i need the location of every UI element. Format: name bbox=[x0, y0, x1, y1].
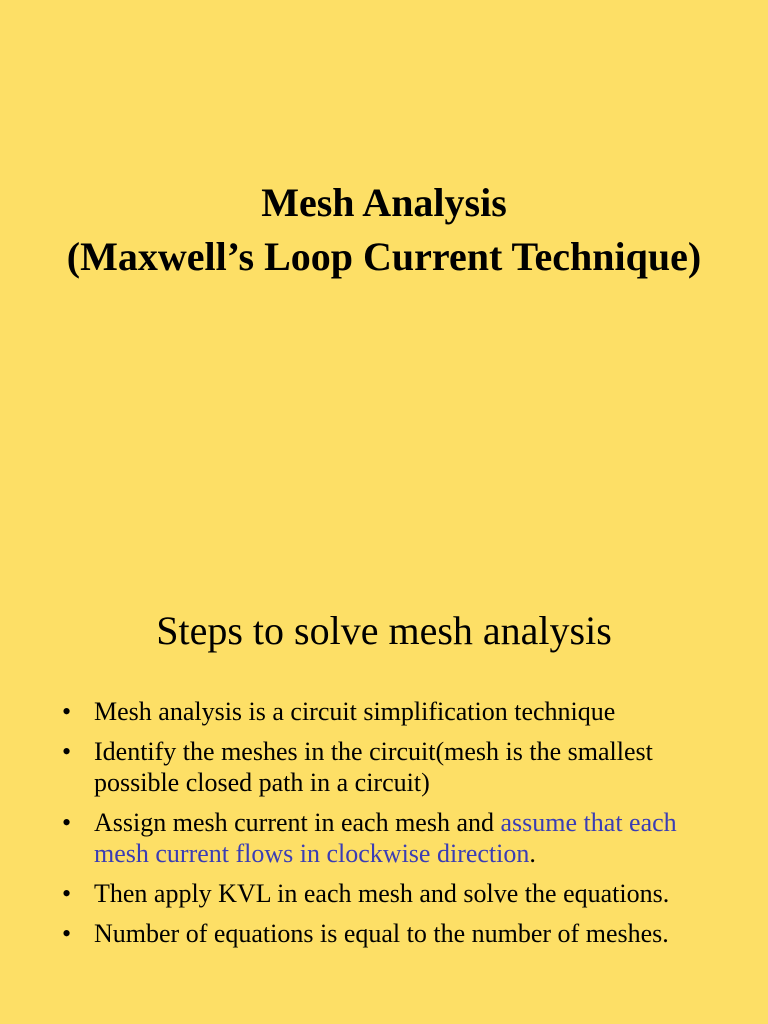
list-item bbox=[60, 878, 720, 909]
bullet-highlight-text: assume that each mesh current flows in clockwise direction bbox=[94, 808, 677, 868]
steps-list bbox=[60, 696, 720, 958]
steps-heading: Steps to solve mesh analysis bbox=[156, 608, 612, 653]
bullet-text-before: Assign mesh current in each mesh and bbox=[94, 808, 501, 837]
bullet-text: Identify the meshes in the circuit(mesh is the smallest possible closed path in a circuit) bbox=[94, 737, 653, 797]
list-item bbox=[60, 696, 720, 727]
title-line-2: (Maxwell’s Loop Current Technique) bbox=[66, 234, 702, 279]
steps-slide bbox=[0, 512, 768, 1024]
list-item bbox=[60, 807, 720, 869]
bullet-icon: • bbox=[62, 808, 72, 837]
bullet-icon: • bbox=[62, 737, 72, 766]
bullet-icon: • bbox=[62, 697, 72, 726]
bullet-icon: • bbox=[62, 879, 72, 908]
title-line-1: Mesh Analysis bbox=[261, 180, 507, 225]
bullet-text: Mesh analysis is a circuit simplification technique bbox=[94, 697, 616, 726]
bullet-icon: • bbox=[62, 919, 72, 948]
bullet-text: Then apply KVL in each mesh and solve the equations. bbox=[94, 879, 670, 908]
slide-title bbox=[0, 176, 768, 284]
list-item bbox=[60, 736, 720, 798]
list-item bbox=[60, 918, 720, 949]
bullet-text-after: . bbox=[529, 839, 536, 868]
bullet-text: Number of equations is equal to the number of meshes. bbox=[94, 919, 669, 948]
